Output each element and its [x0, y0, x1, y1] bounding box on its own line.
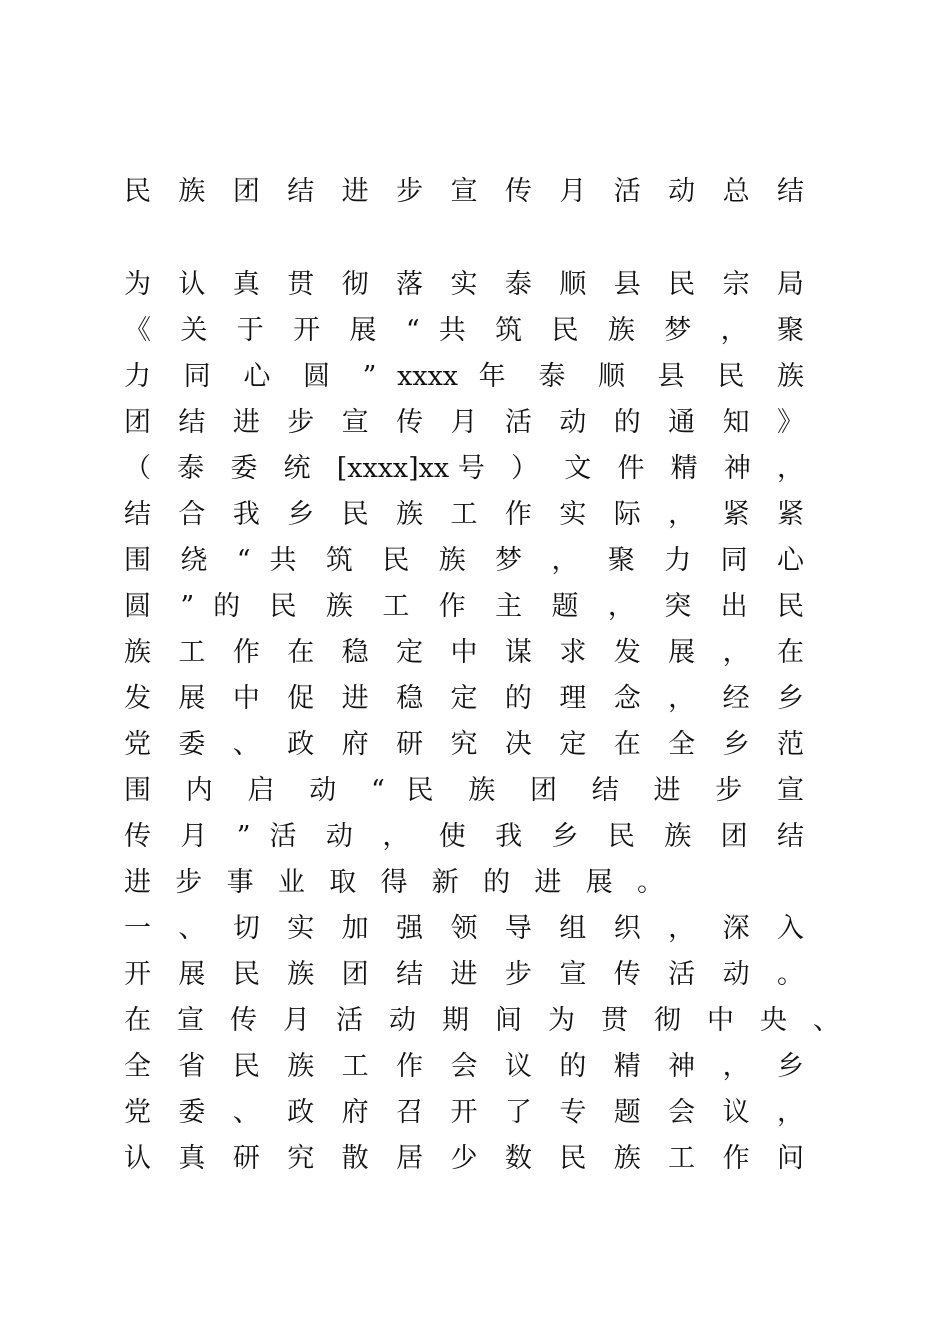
- body-line: （ 泰 委 统 [xxxx]xx号 ） 文 件 精 神 ，: [124, 453, 804, 484]
- body-line: 围 内 启 动 “ 民 族 团 结 进 步 宣: [124, 775, 804, 806]
- body-line: 圆 ” 的 民 族 工 作 主 题 ， 突 出 民: [124, 591, 804, 622]
- body-line: 进 步 事 业 取 得 新 的 进 展 。: [124, 867, 664, 898]
- body-line: 在 宣 传 月 活 动 期 间 为 贯 彻 中 央 、: [124, 1005, 840, 1036]
- body-line: 力 同 心 圆 ” xxxx 年 泰 顺 县 民 族: [124, 361, 804, 392]
- body-line: 发 展 中 促 进 稳 定 的 理 念 ， 经 乡: [124, 683, 804, 714]
- section-heading-line: 一 、 切 实 加 强 领 导 组 织 ， 深 入: [124, 913, 804, 944]
- body-line: 认 真 研 究 散 居 少 数 民 族 工 作 问: [124, 1143, 804, 1174]
- body-line: 全 省 民 族 工 作 会 议 的 精 神 ， 乡: [124, 1051, 804, 1082]
- body-line: 传 月 ” 活 动 ， 使 我 乡 民 族 团 结: [124, 821, 804, 852]
- body-line: 为 认 真 贯 彻 落 实 泰 顺 县 民 宗 局: [124, 269, 804, 300]
- body-line: 围 绕 “ 共 筑 民 族 梦 ， 聚 力 同 心: [124, 545, 804, 576]
- document-title: 民 族 团 结 进 步 宣 传 月 活 动 总 结: [124, 176, 804, 207]
- body-line: 《 关 于 开 展 “ 共 筑 民 族 梦 ， 聚: [124, 315, 804, 346]
- section-heading-line: 开 展 民 族 团 结 进 步 宣 传 活 动 。: [124, 959, 804, 990]
- body-line: 党 委 、 政 府 召 开 了 专 题 会 议 ，: [124, 1097, 804, 1128]
- body-line: 党 委 、 政 府 研 究 决 定 在 全 乡 范: [124, 729, 804, 760]
- body-line: 结 合 我 乡 民 族 工 作 实 际 ， 紧 紧: [124, 499, 804, 530]
- body-line: 族 工 作 在 稳 定 中 谋 求 发 展 ， 在: [124, 637, 804, 668]
- body-line: 团 结 进 步 宣 传 月 活 动 的 通 知 》: [124, 407, 804, 438]
